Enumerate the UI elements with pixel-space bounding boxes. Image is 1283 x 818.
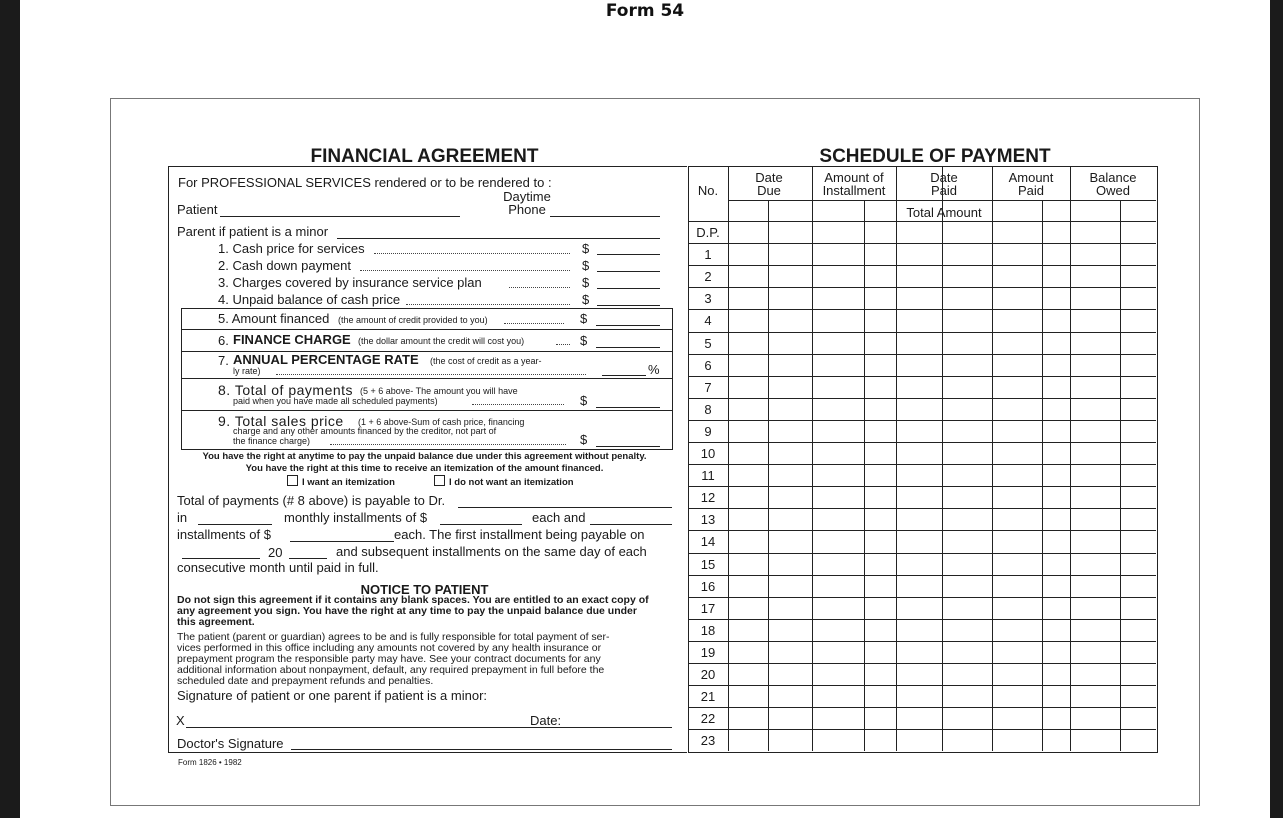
doctor-name-field[interactable] [458,507,672,508]
item-8-label: 8. Total of payments [218,382,354,398]
dollar-sign: $ [580,333,588,348]
item-3-label: 3. Charges covered by insurance service plan [218,275,482,290]
amount-paid-header-2: Paid [1017,183,1045,198]
dollar-sign: $ [582,258,590,273]
row-divider [688,619,1156,620]
want-itemization-label: I want an itemization [302,477,395,488]
row-divider [688,265,1156,266]
signature-label: Signature of patient or one parent if patient is a minor: [177,688,488,703]
notice-title: NOTICE TO PATIENT [360,582,489,597]
patient-field[interactable] [220,216,460,217]
dollar-sign: $ [582,292,590,307]
item-5-field[interactable] [596,325,660,326]
right-to-pay-text: You have the right at anytime to pay the unpaid balance due under this agreement without penalty. [202,451,647,462]
no-itemization-option[interactable] [434,475,574,488]
page-title: Form 54 [605,1,685,21]
want-itemization-option[interactable] [287,475,395,488]
row-divider [688,221,1156,222]
date-due-header-1: Date [755,170,783,185]
item-8-note-1: (5 + 6 above- The amount you will have [360,386,518,396]
item-9-note-3: the finance charge) [233,436,311,446]
column-divider [896,166,897,751]
balance-owed-header-1: Balance [1089,170,1137,185]
payable-line: Total of payments (# 8 above) is payable to Dr. [177,493,446,508]
item-8-note-2: paid when you have made all scheduled payments) [233,396,438,406]
parent-label: Parent if patient is a minor [177,224,329,239]
financial-agreement-title: FINANCIAL AGREEMENT [310,146,539,167]
row-number: 3 [704,291,712,307]
column-subdivider [864,200,865,751]
row-divider [688,243,1156,244]
row-divider [688,354,1156,355]
column-subdivider [1120,200,1121,751]
notice-line-1: Do not sign this agreement if it contains any blank spaces. You are entitled to an exact copy of [177,594,649,606]
item-4-field[interactable] [597,305,660,306]
row-number: 10 [700,446,716,461]
schedule-table [688,166,1158,753]
responsibility-line-2: vices performed in this office including any amounts not covered by any health insurance or [177,642,602,654]
form-footer: Form 1826 • 1982 [178,758,242,767]
item-1-field[interactable] [597,254,660,255]
dollar-sign: $ [580,311,588,326]
item-2-field[interactable] [597,271,660,272]
item-4-label: 4. Unpaid balance of cash price [218,292,401,307]
item-8-field[interactable] [596,407,660,408]
parent-field[interactable] [337,238,660,239]
row-divider [688,332,1156,333]
responsibility-line-5: scheduled date and prepayment refunds and penalties. [177,675,434,687]
column-subdivider [768,200,769,751]
total-amount-label: Total Amount [906,205,982,220]
doctor-signature-field[interactable] [291,749,672,750]
row-divider [688,641,1156,642]
item-6-number: 6. [218,333,229,348]
row-number: 12 [700,490,716,506]
in-label: in [177,510,188,525]
row-divider [688,530,1156,531]
row-divider [688,486,1156,487]
row-divider [688,553,1156,554]
leader-dots [406,304,570,305]
date-due-header-2: Due [757,183,781,198]
item-9-box [181,410,673,450]
item-6-note: (the dollar amount the credit will cost you) [358,336,525,346]
leader-dots [330,444,566,445]
leader-dots [504,323,564,324]
installments-amount-field[interactable] [290,541,394,542]
row-number: 11 [701,468,715,484]
row-divider [688,508,1156,509]
checkbox-icon[interactable] [434,475,445,486]
item-8-box [181,378,673,411]
row-number: 13 [700,512,716,528]
item-7-label: ANNUAL PERCENTAGE RATE [233,352,419,367]
column-divider [812,166,813,751]
row-divider [688,398,1156,399]
right-to-itemization-text: You have the right at this time to receive an itemization of the amount financed. [245,463,604,474]
row-divider [688,442,1156,443]
responsibility-line-3: prepayment program the responsible party may have. See your contract documents for any [177,653,601,665]
item-9-label: 9. Total sales price [218,413,344,429]
row-divider [688,685,1156,686]
row-number: 22 [700,711,716,727]
column-divider [728,166,729,751]
services-line: For PROFESSIONAL SERVICES rendered or to be rendered to : [178,175,552,190]
row-divider [688,575,1156,576]
row-number: 6 [704,357,712,373]
consecutive-label: consecutive month until paid in full. [177,560,379,575]
responsibility-line-1: The patient (parent or guardian) agrees to be and is fully responsible for total payment of ser- [177,631,610,643]
leader-dots [276,374,586,375]
item-9-note-2: charge and any other amounts financed by the creditor, not part of [233,426,497,436]
dollar-sign: $ [582,241,590,256]
twenty-label: 20 [268,545,283,560]
row-divider [688,287,1156,288]
row-number: 21 [700,689,716,705]
row-number: 7 [704,379,712,395]
row-divider [688,729,1156,730]
date-paid-header-2: Paid [930,183,958,198]
each-and-label: each and [532,510,586,525]
schedule-of-payment-title: SCHEDULE OF PAYMENT [819,146,1051,167]
each-and-field[interactable] [590,524,672,525]
leader-dots [472,404,564,405]
row-divider [688,464,1156,465]
row-number: 17 [700,600,716,616]
row-divider [688,309,1156,310]
leader-dots [360,270,570,271]
row-divider [688,420,1156,421]
item-5-note: (the amount of credit provided to you) [338,315,488,325]
row-number: D.P. [696,225,720,240]
column-divider [992,166,993,751]
item-1-label: 1. Cash price for services [218,241,365,256]
monthly-amount-field[interactable] [440,524,522,525]
item-3-field[interactable] [597,288,660,289]
item-7-number: 7. [218,353,229,368]
column-divider [1070,166,1071,751]
leader-dots [556,344,570,345]
checkbox-icon[interactable] [287,475,298,486]
no-header: No. [697,183,719,198]
daytime-label: Daytime [503,189,551,204]
dollar-sign: $ [580,393,588,408]
item-9-note-1: (1 + 6 above-Sum of cash price, financing [358,417,525,427]
row-number: 23 [700,733,716,749]
row-number: 1 [704,247,712,263]
first-installment-label: each. The first installment being payable on [394,527,645,542]
row-number: 2 [704,269,712,285]
row-number: 5 [704,335,712,351]
notice-line-3: this agreement. [177,616,255,628]
item-7-note-2: ly rate) [233,366,261,376]
installments-of-label: installments of $ [177,527,271,542]
date-label: Date: [530,713,562,728]
leader-dots [374,253,570,254]
item-6-box [181,329,673,352]
amount-paid-header-1: Amount [1008,170,1054,185]
monthly-label: monthly installments of $ [284,510,428,525]
item-5-box [181,308,673,330]
row-number: 4 [704,313,712,329]
row-number: 15 [700,556,716,572]
row-number: 16 [700,578,716,594]
row-divider [688,663,1156,664]
row-divider [688,376,1156,377]
x-mark: X [176,713,185,728]
patient-label: Patient [177,202,218,217]
amount-installment-header-2: Installment [822,183,886,198]
row-number: 20 [700,667,716,682]
item-7-field[interactable] [602,375,646,376]
amount-installment-header-1: Amount of [824,170,884,185]
item-7-box [181,351,673,379]
balance-owed-header-2: Owed [1096,183,1130,198]
financial-agreement-form [164,144,1157,755]
row-number: 14 [700,534,716,550]
leader-dots [509,287,570,288]
doctor-signature-label: Doctor's Signature [177,736,284,751]
item-6-field[interactable] [596,347,660,348]
row-divider [688,597,1156,598]
percent-sign: % [648,362,660,377]
item-7-note-1: (the cost of credit as a year- [430,356,542,366]
item-6-label: FINANCE CHARGE [233,332,351,347]
column-divider [942,166,943,751]
patient-signature-field[interactable] [186,727,672,728]
no-itemization-label: I do not want an itemization [449,477,574,488]
installment-count-field[interactable] [198,524,272,525]
row-number: 8 [704,401,712,417]
notice-line-2: any agreement you sign. You have the right at any time to pay the unpaid balance due under [177,605,637,617]
phone-field[interactable] [550,216,660,217]
phone-label: Phone [508,202,546,217]
row-number: 9 [704,423,712,439]
responsibility-line-4: additional information about nonpayment, default, any required prepayment in full before the [177,664,605,676]
dollar-sign: $ [580,432,588,447]
dollar-sign: $ [582,275,590,290]
year-field[interactable] [289,558,327,559]
row-number: 19 [700,644,716,660]
subsequent-label: and subsequent installments on the same day of each [336,544,647,559]
item-9-field[interactable] [596,446,660,447]
item-2-label: 2. Cash down payment [218,258,351,273]
first-date-field[interactable] [182,558,260,559]
item-5-label: 5. Amount financed [218,311,330,326]
column-subdivider [1042,200,1043,751]
row-divider [688,707,1156,708]
row-number: 18 [700,622,716,638]
date-paid-header-1: Date [930,170,958,185]
